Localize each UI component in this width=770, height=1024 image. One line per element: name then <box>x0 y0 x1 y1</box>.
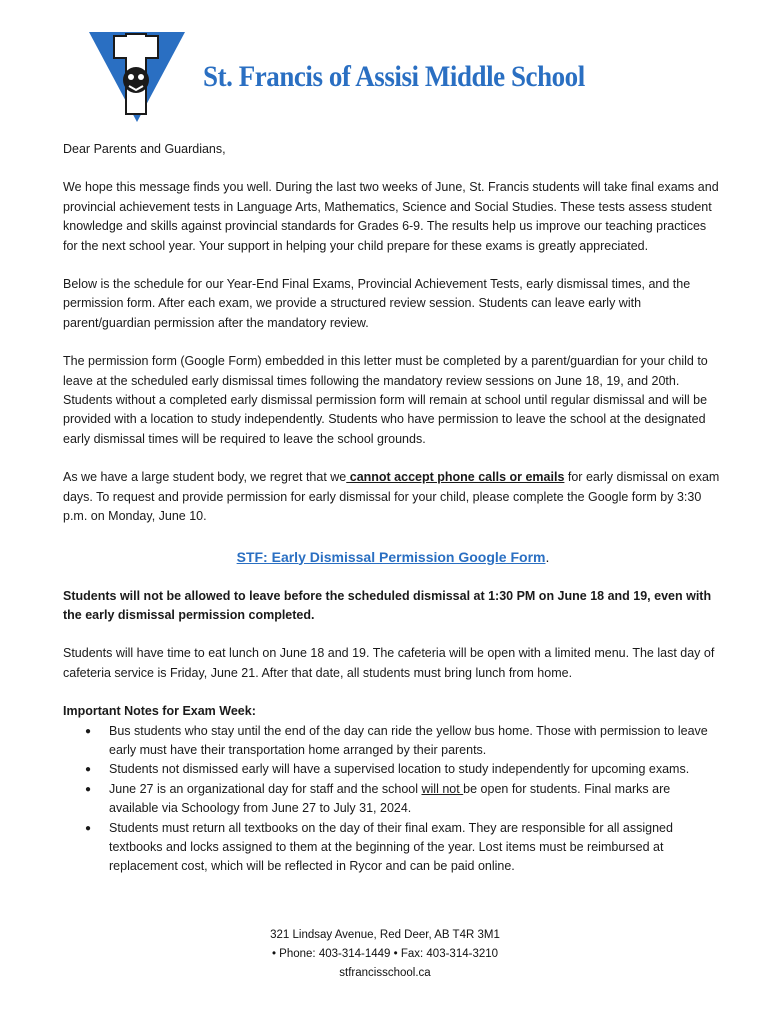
notes-list <box>63 722 723 877</box>
list-item: ● Bus students who stay until the end of the day can ride the yellow bus home. Those with permission to leave early must have their transportation home arranged by their parents. <box>109 722 723 761</box>
google-form-link[interactable]: STF: Early Dismissal Permission Google Form <box>236 548 546 565</box>
school-logo <box>89 32 185 122</box>
dismissal-warning: Students will not be allowed to leave before the scheduled dismissal at 1:30 PM on June 18 and 19, even with the early dismissal permission completed. <box>63 588 712 622</box>
no-calls-text-1: As we have a large student body, we regret that we <box>63 470 347 485</box>
footer <box>0 926 770 983</box>
list-item <box>109 780 723 819</box>
note3-text-2: be open for students. Final marks are available via Schoology from June 27 to July 31, 2024. <box>109 781 671 816</box>
footer-address: 321 Lindsay Avenue, Red Deer, AB T4R 3M1 <box>270 929 500 941</box>
no-calls-emphasis: cannot accept phone calls or emails <box>346 470 565 485</box>
footer-contact: • Phone: 403-314-1449 • Fax: 403-314-3210 <box>271 948 499 960</box>
paragraph-schedule: Below is the schedule for our Year-End Final Exams, Provincial Achievement Tests, early dismissal times, and the permission form. After each exam, we provide a structured review session. Students can leave early with parent/guardian permission after the mandatory review. <box>63 277 691 330</box>
notes-heading: Important Notes for Exam Week: <box>63 704 256 719</box>
note3-text-1: June 27 is an organizational day for staff and the school <box>109 781 422 796</box>
footer-website: stfrancisschool.ca <box>339 967 431 979</box>
paragraph-permission-form: The permission form (Google Form) embedded in this letter must be completed by a parent/guardian for your child to leave at the scheduled early dismissal times following the mandatory review sessions on June 18, 19, and 20th. Students without a completed early dismissal permission form will remain at school until regular dismissal and will be provided with a location to study independently. Students who have permission to leave the school at the designated early dismissal times will be required to leave the school grounds. <box>63 354 708 446</box>
list-item: ● Students not dismissed early will have a supervised location to study independently for upcoming exams. <box>109 760 723 779</box>
no-calls-text-2: for early dismissal on exam days. To request and provide permission for early dismissal for your child, please complete the Google form by 3:30 p.m. on Monday, June 10. <box>63 470 720 524</box>
form-link-suffix: . <box>545 548 550 565</box>
form-link-line <box>63 546 723 568</box>
salutation: Dear Parents and Guardians, <box>63 142 226 156</box>
paragraph-no-phone-calls <box>63 468 723 526</box>
cross-with-mascot-icon <box>89 32 185 122</box>
list-item: ● Students must return all textbooks on the day of their final exam. They are responsible for all assigned textbooks and locks assigned to them at the beginning of the year. Lost items must be reimbursed at replacement cost, which will be reflected in Rycor and can be paid online. <box>109 819 723 877</box>
school-name: St. Francis of Assisi Middle School <box>203 60 585 93</box>
note3-emphasis: will not <box>421 781 464 796</box>
letter-body <box>63 140 723 877</box>
paragraph-lunch: Students will have time to eat lunch on June 18 and 19. The cafeteria will be open with a limited menu. The last day of cafeteria service is Friday, June 21. After that date, all students must bring lunch from home. <box>63 646 715 680</box>
paragraph-intro: We hope this message finds you well. During the last two weeks of June, St. Francis students will take final exams and provincial achievement tests in Language Arts, Mathematics, Science and Social Studies. These tests assess student knowledge and skills against provincial standards for Grades 6-9. The results help us improve our teaching practices for the next school year. Your support in helping your child prepare for these exams is greatly appreciated. <box>63 180 719 253</box>
